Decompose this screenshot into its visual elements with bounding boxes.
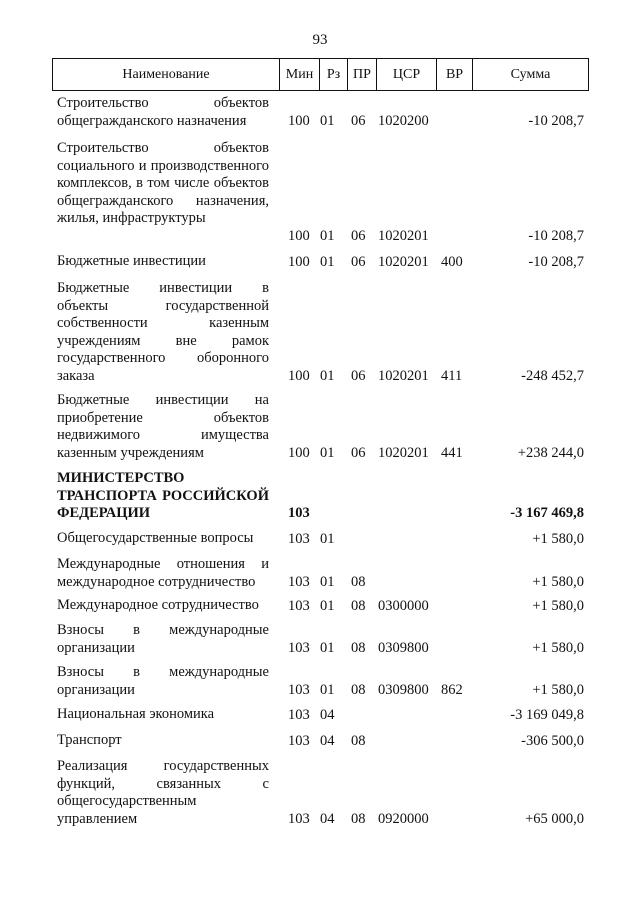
table-row <box>0 732 640 750</box>
row-name: Бюджетные инвестиции в объекты государственной собственности казенным учреждениям вне рамок государственного оборонного заказа <box>57 280 269 384</box>
row-min: 103 <box>288 504 310 521</box>
row-rz: 04 <box>320 810 335 827</box>
table-row <box>0 556 640 591</box>
row-sum: +238 244,0 <box>517 444 584 461</box>
row-rz: 01 <box>320 253 335 270</box>
header-pr: ПР <box>347 59 376 90</box>
row-sum: +1 580,0 <box>532 530 584 547</box>
row-csr: 1020201 <box>378 227 429 244</box>
table-row <box>0 597 640 615</box>
row-min: 103 <box>288 639 310 656</box>
row-min: 100 <box>288 253 310 270</box>
row-min: 100 <box>288 367 310 384</box>
header-min: Мин <box>279 59 319 90</box>
row-sum: -10 208,7 <box>528 253 584 270</box>
row-name: Взносы в международные организации <box>57 622 269 656</box>
row-rz: 01 <box>320 597 335 614</box>
row-pr: 08 <box>351 810 366 827</box>
row-rz: 01 <box>320 530 335 547</box>
row-name: МИНИСТЕРСТВО ТРАНСПОРТА РОССИЙСКОЙ ФЕДЕРАЦИИ <box>57 470 269 521</box>
header-vr: ВР <box>436 59 472 90</box>
row-sum: -10 208,7 <box>528 227 584 244</box>
row-csr: 0300000 <box>378 597 429 614</box>
row-name: Взносы в международные организации <box>57 664 269 698</box>
row-sum: +1 580,0 <box>532 681 584 698</box>
row-rz: 01 <box>320 367 335 384</box>
row-csr: 0309800 <box>378 639 429 656</box>
row-name: Реализация государственных функций, связанных с общегосударственным управлением <box>57 758 269 827</box>
row-min: 103 <box>288 732 310 749</box>
row-pr: 06 <box>351 367 366 384</box>
page-number: 93 <box>312 32 328 48</box>
header-name: Наименование <box>122 67 210 82</box>
row-pr: 06 <box>351 227 366 244</box>
table-row <box>0 253 640 271</box>
row-rz: 04 <box>320 732 335 749</box>
row-csr: 1020201 <box>378 253 429 270</box>
row-sum: +1 580,0 <box>532 573 584 590</box>
row-sum: -306 500,0 <box>521 732 584 749</box>
table-row <box>0 392 640 462</box>
row-csr: 0309800 <box>378 681 429 698</box>
row-min: 100 <box>288 444 310 461</box>
row-csr: 1020201 <box>378 367 429 384</box>
row-rz: 01 <box>320 112 335 129</box>
row-pr: 06 <box>351 444 366 461</box>
row-rz: 01 <box>320 227 335 244</box>
row-rz: 01 <box>320 639 335 656</box>
row-csr: 1020200 <box>378 112 429 129</box>
row-sum: +65 000,0 <box>525 810 584 827</box>
header-csr: ЦСР <box>376 59 436 90</box>
row-min: 100 <box>288 112 310 129</box>
row-name: Международное сотрудничество <box>57 597 259 613</box>
row-name: Бюджетные инвестиции <box>57 253 206 269</box>
row-rz: 01 <box>320 681 335 698</box>
header-sum: Сумма <box>472 59 588 90</box>
row-name: Общегосударственные вопросы <box>57 530 254 546</box>
table-row <box>0 95 640 130</box>
table-row <box>0 530 640 548</box>
row-sum: -10 208,7 <box>528 112 584 129</box>
row-min: 103 <box>288 597 310 614</box>
row-name: Бюджетные инвестиции на приобретение объектов недвижимого имущества казенным учреждениям <box>57 392 269 461</box>
row-min: 103 <box>288 681 310 698</box>
row-vr: 862 <box>441 681 463 698</box>
row-pr: 08 <box>351 681 366 698</box>
row-name: Строительство объектов общегражданского назначения <box>57 95 269 129</box>
row-min: 103 <box>288 530 310 547</box>
row-name: Национальная экономика <box>57 706 215 722</box>
row-sum: +1 580,0 <box>532 597 584 614</box>
table-row <box>0 664 640 699</box>
row-sum: -248 452,7 <box>521 367 584 384</box>
table-row <box>0 140 640 245</box>
row-pr: 08 <box>351 573 366 590</box>
table-row <box>0 758 640 828</box>
table-row <box>0 470 640 522</box>
row-vr: 441 <box>441 444 463 461</box>
row-pr: 06 <box>351 253 366 270</box>
row-min: 103 <box>288 810 310 827</box>
row-sum: -3 167 469,8 <box>510 504 584 521</box>
row-name: Транспорт <box>57 732 122 748</box>
row-pr: 06 <box>351 112 366 129</box>
row-name: Международные отношения и международное сотрудничество <box>57 556 269 590</box>
table-row <box>0 622 640 657</box>
row-csr: 1020201 <box>378 444 429 461</box>
table-row <box>0 706 640 724</box>
table-row <box>0 280 640 385</box>
row-vr: 411 <box>441 367 463 384</box>
row-sum: -3 169 049,8 <box>510 706 584 723</box>
table-header <box>52 58 589 91</box>
header-rz: Рз <box>319 59 347 90</box>
row-pr: 08 <box>351 597 366 614</box>
row-vr: 400 <box>441 253 463 270</box>
row-min: 100 <box>288 227 310 244</box>
row-name: Строительство объектов социального и производственного комплексов, в том числе объектов общегражданского назначения, жилья, инфраструктуры <box>57 140 269 226</box>
row-rz: 01 <box>320 573 335 590</box>
row-rz: 01 <box>320 444 335 461</box>
row-csr: 0920000 <box>378 810 429 827</box>
row-sum: +1 580,0 <box>532 639 584 656</box>
row-pr: 08 <box>351 639 366 656</box>
row-rz: 04 <box>320 706 335 723</box>
row-pr: 08 <box>351 732 366 749</box>
row-min: 103 <box>288 706 310 723</box>
row-min: 103 <box>288 573 310 590</box>
